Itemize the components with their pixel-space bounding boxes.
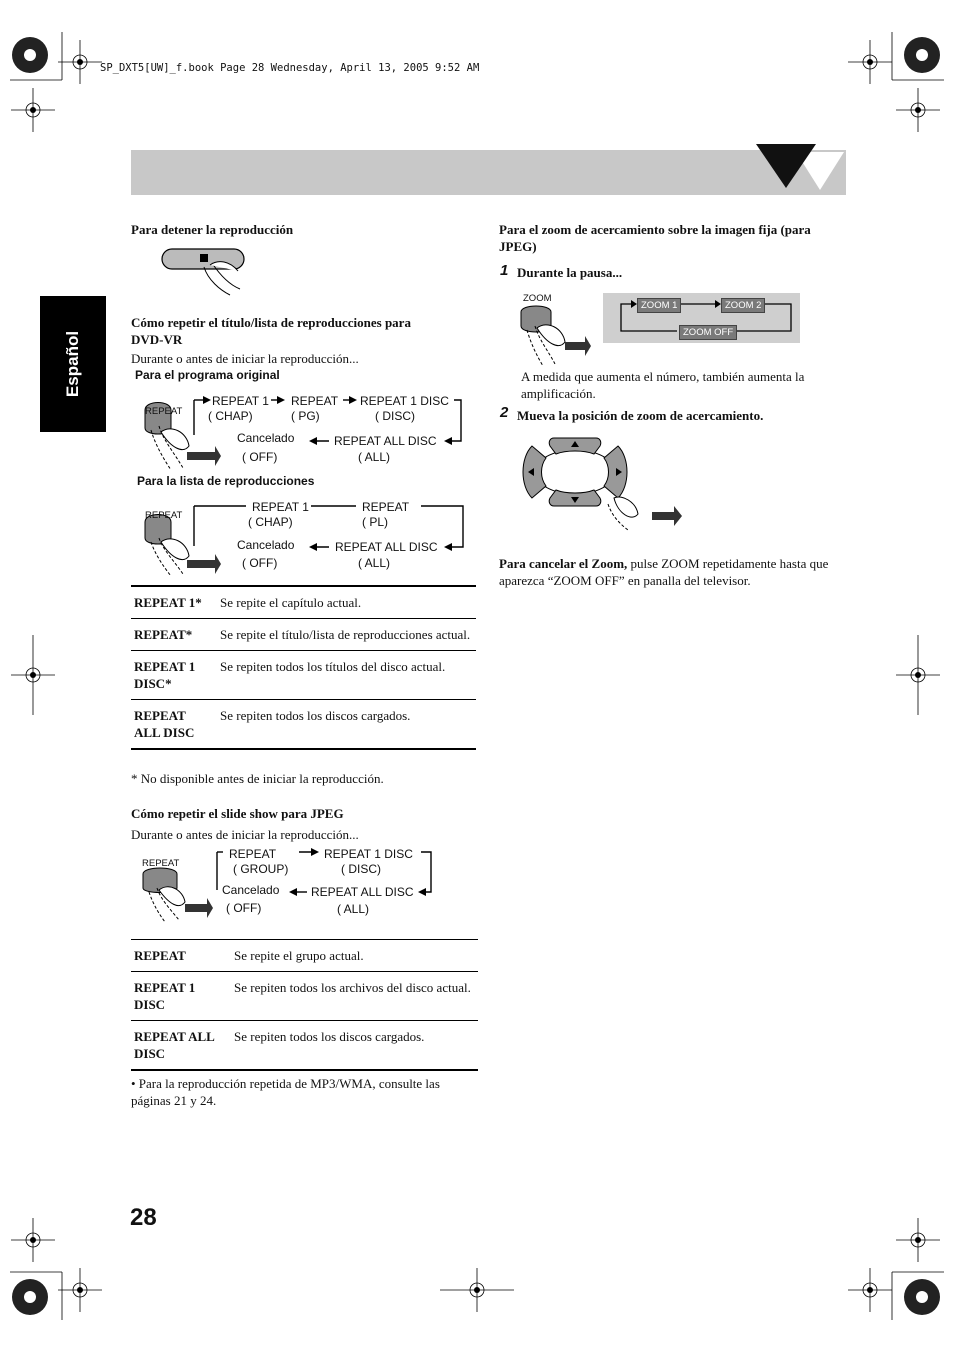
repeat-diagram-jpeg [131, 844, 476, 924]
original-program-label: Para el programa original [135, 368, 280, 382]
cancelado: Cancelado [237, 431, 295, 445]
playlist-label: Para la lista de reproducciones [137, 474, 315, 488]
during-text: Durante o antes de iniciar la reproducción... [131, 351, 359, 366]
repeat1-chap-sub: ( CHAP) [208, 409, 253, 423]
jpeg-repeat-table [131, 940, 478, 1071]
zoom2-box: ZOOM 2 [721, 298, 765, 313]
repeat-all-disc: REPEAT ALL DISC [335, 540, 438, 554]
slide-heading: Cómo repetir el slide show para JPEG [131, 806, 344, 821]
repeat-modes-table [131, 587, 476, 750]
cancelado: Cancelado [222, 883, 280, 897]
cancelado: Cancelado [237, 538, 295, 552]
repeat-pl-sub: ( PL) [362, 515, 389, 529]
repeat-pl: REPEAT [362, 500, 410, 514]
diagram-arrows [131, 844, 476, 924]
table-value: Se repite el título/lista de reproducciones actual. [220, 627, 471, 642]
step2-text: Mueva la posición de zoom de acercamiento. [517, 408, 764, 423]
repeat1-chap-sub: ( CHAP) [248, 515, 293, 529]
repeat-heading-line2: DVD-VR [131, 332, 183, 347]
table-row [131, 940, 478, 972]
table-value: Se repite el grupo actual. [234, 948, 364, 963]
repeat-diagram-original [131, 388, 476, 472]
step2-number: 2 [500, 404, 509, 421]
language-tab-label: Español [63, 330, 82, 398]
repeat-all-disc-sub: ( ALL) [358, 556, 391, 570]
table-value: Se repiten todos los archivos del disco actual. [234, 980, 471, 995]
repeat-heading-line1: Cómo repetir el título/lista de reproducciones para [131, 315, 411, 330]
stop-button-illustration [160, 245, 250, 297]
repeat-diagram-playlist [131, 494, 476, 578]
cancelado-sub: ( OFF) [242, 450, 278, 464]
table-key: REPEAT 1 DISC* [134, 659, 196, 691]
language-tab [40, 296, 106, 432]
repeat-button-label: REPEAT [145, 510, 183, 521]
table-row [131, 1021, 478, 1071]
zoom-diagram [515, 290, 805, 366]
repeat-all-disc: REPEAT ALL DISC [334, 434, 437, 448]
cancelado-sub: ( OFF) [226, 901, 262, 915]
table-key: REPEAT [134, 948, 186, 963]
step1-text: Durante la pausa... [517, 265, 623, 280]
repeat-group: REPEAT [229, 847, 277, 861]
stop-heading: Para detener la reproducción [131, 222, 294, 237]
repeat-group-sub: ( GROUP) [233, 862, 289, 876]
repeat1-chap: REPEAT 1 [212, 394, 269, 408]
direction-pad-illustration [518, 432, 688, 532]
mp3-bullet-note: • Para la reproducción repetida de MP3/WMA, consulte las páginas 21 y 24. [131, 1076, 440, 1108]
page-number: 28 [130, 1204, 157, 1231]
cancel-zoom-bold: Para cancelar el Zoom, [499, 556, 628, 571]
table-row [131, 651, 476, 700]
section-header-bar [131, 150, 846, 195]
table-value: Se repiten todos los títulos del disco actual. [220, 659, 446, 674]
table-row [131, 587, 476, 619]
repeat-pg-sub: ( PG) [291, 409, 320, 423]
repeat-all-disc-sub: ( ALL) [337, 902, 370, 916]
repeat1-chap: REPEAT 1 [252, 500, 309, 514]
cancel-zoom-text [499, 555, 847, 589]
cancel-zoom-rest: pulse ZOOM repetidamente hasta que aparezca “ZOOM OFF” en panalla del televisor. [499, 556, 829, 588]
table-value: Se repiten todos los discos cargados. [220, 708, 411, 723]
repeat1-disc-sub: ( DISC) [341, 862, 381, 876]
table-key: REPEAT 1 DISC [134, 980, 196, 1012]
table-key: REPEAT ALL DISC [134, 708, 195, 740]
zoomoff-box: ZOOM OFF [679, 325, 737, 340]
repeat-pg: REPEAT [291, 394, 339, 408]
header-triangle [752, 140, 852, 198]
footnote: * No disponible antes de iniciar la reproducción. [131, 771, 384, 786]
table-key: REPEAT* [134, 627, 193, 642]
step1-number: 1 [500, 262, 509, 279]
repeat-button-label: REPEAT [142, 858, 180, 869]
table-value: Se repite el capítulo actual. [220, 595, 362, 610]
table-key: REPEAT ALL DISC [134, 1029, 215, 1061]
repeat-button-label: REPEAT [145, 406, 183, 417]
table-value: Se repiten todos los discos cargados. [234, 1029, 425, 1044]
step1-note: A medida que aumenta el número, también aumenta la amplificación. [521, 369, 805, 401]
zoom-heading: Para el zoom de acercamiento sobre la imagen fija (para JPEG) [499, 222, 811, 254]
table-row [131, 972, 478, 1021]
zoom1-box: ZOOM 1 [637, 298, 681, 313]
repeat1-disc: REPEAT 1 DISC [324, 847, 413, 861]
table-row [131, 700, 476, 750]
table-key: REPEAT 1* [134, 595, 202, 610]
repeat-all-disc-sub: ( ALL) [358, 450, 391, 464]
repeat1-disc-sub: ( DISC) [375, 409, 415, 423]
slide-during-text: Durante o antes de iniciar la reproducción... [131, 827, 359, 842]
zoom-button-label: ZOOM [523, 293, 552, 304]
file-info-header: SP_DXT5[UW]_f.book Page 28 Wednesday, April 13, 2005 9:52 AM [100, 62, 480, 74]
repeat-all-disc: REPEAT ALL DISC [311, 885, 414, 899]
repeat1-disc: REPEAT 1 DISC [360, 394, 449, 408]
cancelado-sub: ( OFF) [242, 556, 278, 570]
table-row [131, 619, 476, 651]
